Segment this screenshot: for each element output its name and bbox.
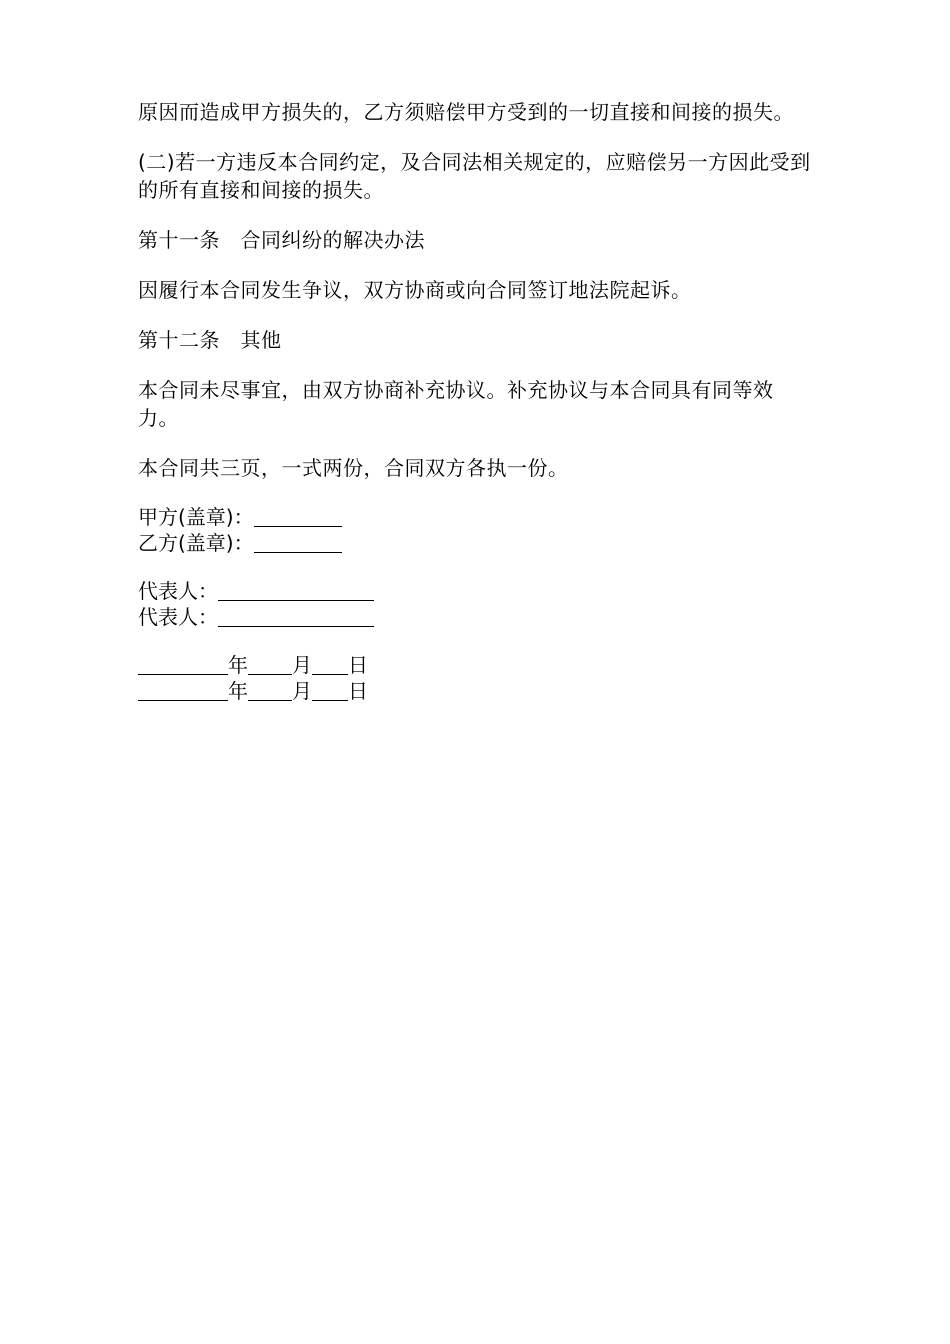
party-a-seal-blank[interactable] bbox=[254, 506, 342, 527]
month-blank-1[interactable] bbox=[248, 654, 292, 675]
day-blank-1[interactable] bbox=[312, 654, 348, 675]
representative-2-line bbox=[138, 604, 814, 630]
party-a-seal-label: 甲方(盖章)： bbox=[138, 505, 254, 529]
day-blank-2[interactable] bbox=[312, 680, 348, 701]
document-body bbox=[138, 98, 814, 726]
article-11-body: 因履行本合同发生争议，双方协商或向合同签订地法院起诉。 bbox=[138, 278, 692, 302]
seal-block bbox=[138, 504, 814, 556]
representative-1-line bbox=[138, 578, 814, 604]
representative-2-blank[interactable] bbox=[218, 606, 374, 627]
party-a-seal-line bbox=[138, 504, 814, 530]
year-blank-2[interactable] bbox=[138, 680, 228, 701]
article-12-supplement: 本合同未尽事宜，由双方协商补充协议。补充协议与本合同具有同等效力。 bbox=[138, 378, 774, 430]
party-b-seal-line bbox=[138, 530, 814, 556]
clause-liability-continuation: 原因而造成甲方损失的，乙方须赔偿甲方受到的一切直接和间接的损失。 bbox=[138, 100, 794, 124]
representative-1-label: 代表人： bbox=[138, 579, 218, 603]
representative-2-label: 代表人： bbox=[138, 605, 218, 629]
party-b-seal-label: 乙方(盖章)： bbox=[138, 531, 254, 555]
article-12-copies: 本合同共三页，一式两份，合同双方各执一份。 bbox=[138, 456, 569, 480]
representative-1-blank[interactable] bbox=[218, 580, 374, 601]
article-12-heading: 第十二条 其他 bbox=[138, 328, 282, 352]
date-line-2 bbox=[138, 678, 814, 704]
date-line-1 bbox=[138, 652, 814, 678]
month-blank-2[interactable] bbox=[248, 680, 292, 701]
article-11-heading: 第十一条 合同纠纷的解决办法 bbox=[138, 228, 425, 252]
day-label-2: 日 bbox=[348, 679, 368, 703]
year-label-1: 年 bbox=[228, 653, 248, 677]
year-blank-1[interactable] bbox=[138, 654, 228, 675]
date-block bbox=[138, 652, 814, 704]
month-label-1: 月 bbox=[292, 653, 312, 677]
day-label-1: 日 bbox=[348, 653, 368, 677]
month-label-2: 月 bbox=[292, 679, 312, 703]
year-label-2: 年 bbox=[228, 679, 248, 703]
party-b-seal-blank[interactable] bbox=[254, 532, 342, 553]
representative-block bbox=[138, 578, 814, 630]
clause-breach-compensation: (二)若一方违反本合同约定，及合同法相关规定的，应赔偿另一方因此受到的所有直接和间接的损失。 bbox=[138, 150, 811, 202]
